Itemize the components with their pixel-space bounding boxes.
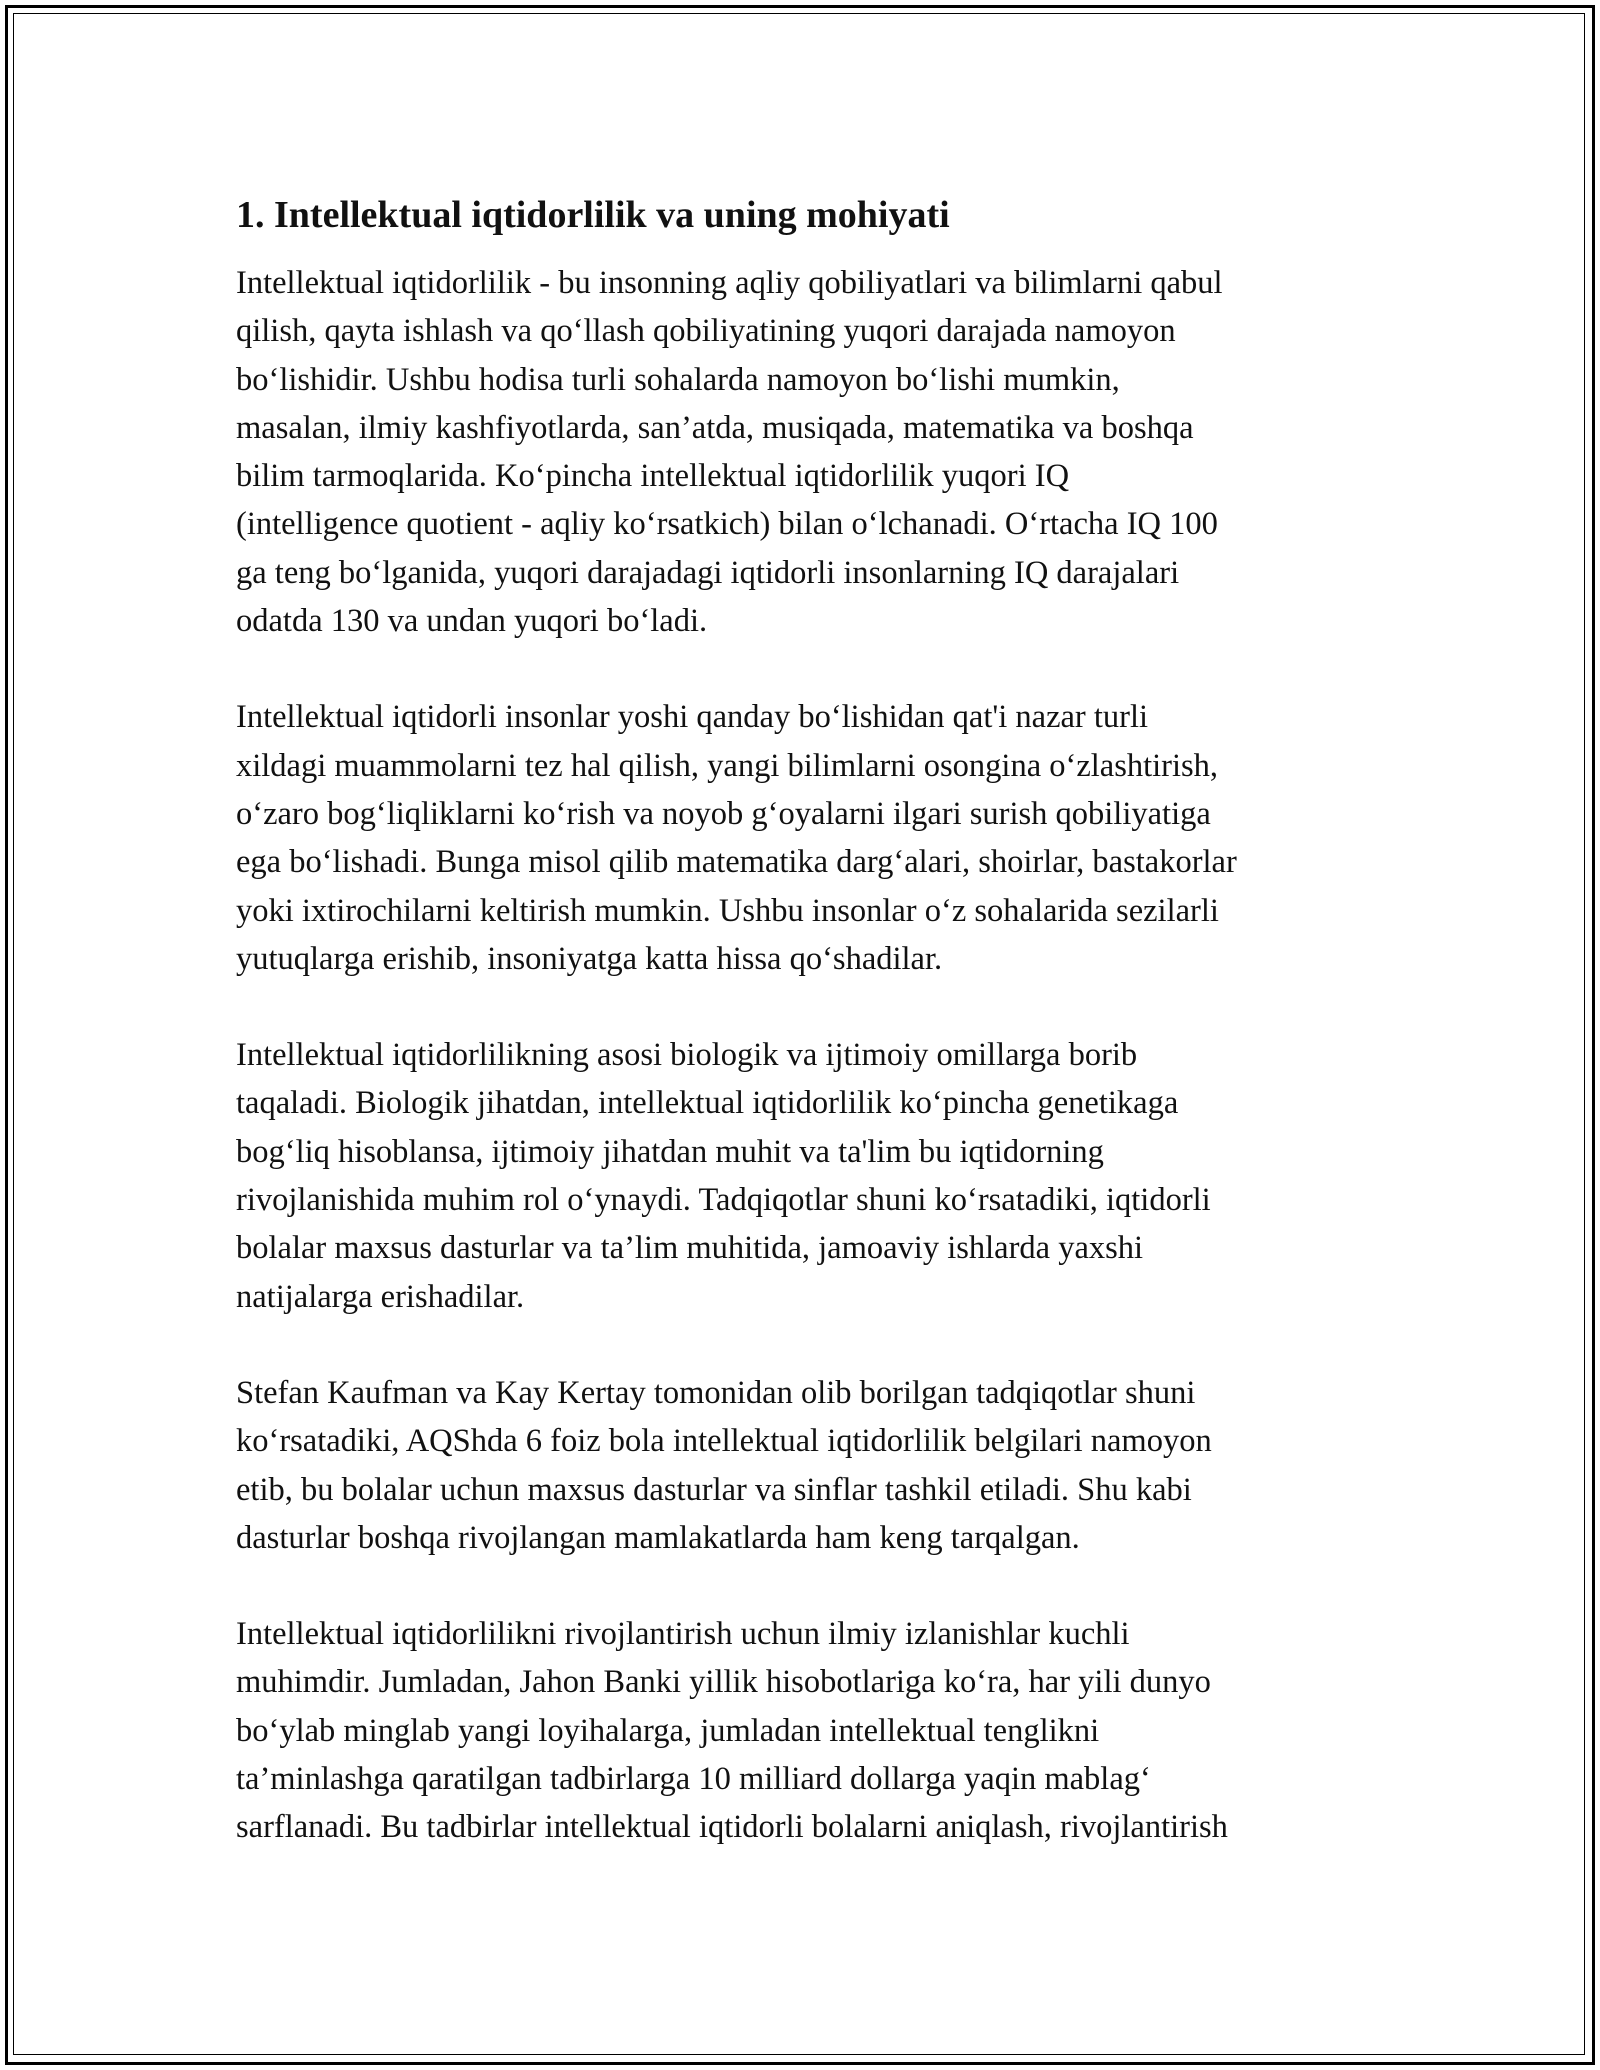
paragraph-line: natijalarga erishadilar. <box>236 1278 525 1315</box>
paragraph-line: ega bo‘lishadi. Bunga misol qilib matematika darg‘alari, shoirlar, bastakorlar <box>236 844 1237 881</box>
paragraph-line: ko‘rsatadiki, AQShda 6 foiz bola intellektual iqtidorlilik belgilari namoyon <box>236 1423 1212 1460</box>
paragraph-line: qilish, qayta ishlash va qo‘llash qobiliyatining yuqori darajada namoyon <box>236 313 1176 350</box>
paragraph-line: bog‘liq hisoblansa, ijtimoiy jihatdan muhit va ta'lim bu iqtidorning <box>236 1133 1104 1170</box>
document-body <box>236 185 1386 1900</box>
paragraph-line: masalan, ilmiy kashfiyotlarda, san’atda, musiqada, matematika va boshqa <box>236 409 1194 446</box>
paragraph-line: yutuqlarga erishib, insoniyatga katta hissa qo‘shadilar. <box>236 940 943 977</box>
paragraph-line: Stefan Kaufman va Kay Kertay tomonidan olib borilgan tadqiqotlar shuni <box>236 1374 1196 1411</box>
paragraph-line: yoki ixtirochilarni keltirish mumkin. Ushbu insonlar o‘z sohalarida sezilarli <box>236 892 1219 929</box>
paragraph-line: bolalar maxsus dasturlar va ta’lim muhitida, jamoaviy ishlarda yaxshi <box>236 1230 1144 1267</box>
paragraph-4 <box>236 1369 1386 1562</box>
paragraph-line: dasturlar boshqa rivojlangan mamlakatlarda ham keng tarqalgan. <box>236 1519 1080 1556</box>
paragraph-line: xildagi muammolarni tez hal qilish, yangi bilimlarni osongina o‘zlashtirish, <box>236 747 1219 784</box>
paragraph-line: ta’minlashga qaratilgan tadbirlarga 10 milliard dollarga yaqin mablag‘ <box>236 1761 1151 1798</box>
paragraph-3 <box>236 1031 1386 1321</box>
paragraph-line: (intelligence quotient - aqliy ko‘rsatkich) bilan o‘lchanadi. O‘rtacha IQ 100 <box>236 506 1218 543</box>
paragraph-line: Intellektual iqtidorlilikning asosi biologik va ijtimoiy omillarga borib <box>236 1037 1138 1074</box>
paragraph-5 <box>236 1610 1386 1851</box>
paragraph-line: bo‘ylab minglab yangi loyihalarga, jumladan intellektual tenglikni <box>236 1712 1100 1749</box>
paragraph-line: ga teng bo‘lganida, yuqori darajadagi iqtidorli insonlarning IQ darajalari <box>236 554 1180 591</box>
paragraph-line: Intellektual iqtidorlilik - bu insonning aqliy qobiliyatlari va bilimlarni qabul <box>236 265 1223 301</box>
paragraph-2 <box>236 693 1386 983</box>
paragraph-line: bilim tarmoqlarida. Ko‘pincha intellektual iqtidorlilik yuqori IQ <box>236 458 1070 495</box>
section-heading: 1. Intellektual iqtidorlilik va uning mohiyati <box>236 194 950 236</box>
paragraph-line: taqaladi. Biologik jihatdan, intellektual iqtidorlilik ko‘pincha genetikaga <box>236 1085 1179 1122</box>
paragraph-line: Intellektual iqtidorli insonlar yoshi qanday bo‘lishidan qat'i nazar turli <box>236 699 1149 736</box>
paragraph-line: odatda 130 va undan yuqori bo‘ladi. <box>236 603 708 640</box>
paragraph-line: rivojlanishida muhim rol o‘ynaydi. Tadqiqotlar shuni ko‘rsatadiki, iqtidorli <box>236 1182 1211 1219</box>
paragraph-line: o‘zaro bog‘liqliklarni ko‘rish va noyob g‘oyalarni ilgari surish qobiliyatiga <box>236 795 1211 832</box>
paragraph-line: bo‘lishidir. Ushbu hodisa turli sohalarda namoyon bo‘lishi mumkin, <box>236 361 1120 398</box>
paragraph-1 <box>236 259 1386 645</box>
paragraph-line: sarflanadi. Bu tadbirlar intellektual iqtidorli bolalarni aniqlash, rivojlantirish <box>236 1809 1228 1846</box>
paragraph-line: etib, bu bolalar uchun maxsus dasturlar va sinflar tashkil etiladi. Shu kabi <box>236 1471 1192 1508</box>
paragraph-line: Intellektual iqtidorlilikni rivojlantirish uchun ilmiy izlanishlar kuchli <box>236 1616 1130 1653</box>
paragraph-line: muhimdir. Jumladan, Jahon Banki yillik hisobotlariga ko‘ra, har yili dunyo <box>236 1664 1211 1701</box>
